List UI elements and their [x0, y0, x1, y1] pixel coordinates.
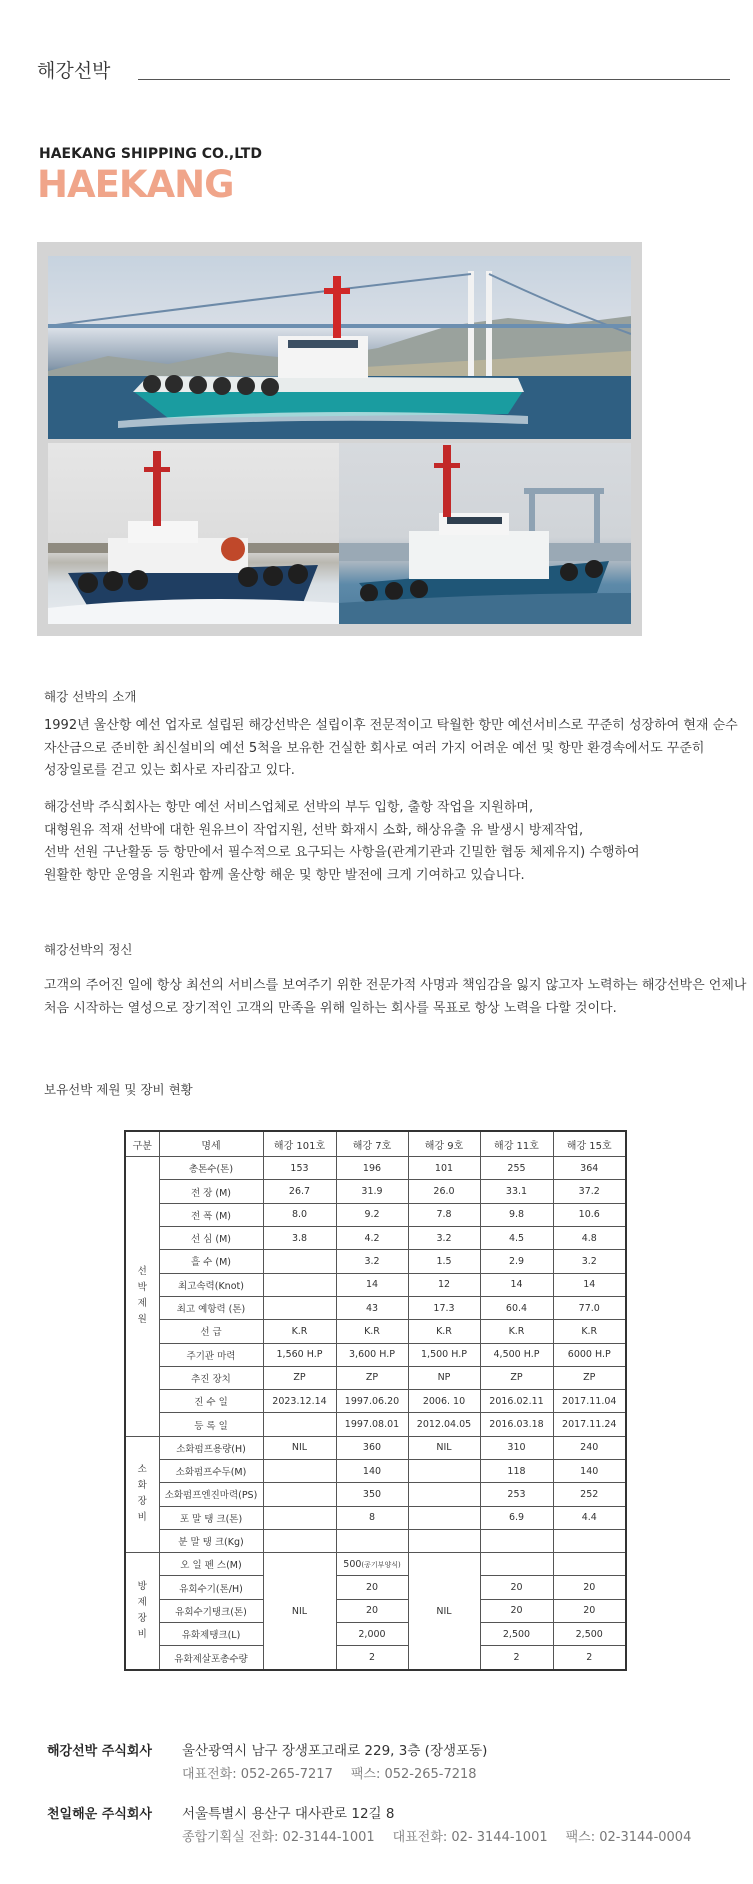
table-row [125, 1203, 626, 1226]
header-cell: 해강 7호 [336, 1131, 408, 1157]
table-cell: 350 [336, 1483, 408, 1506]
header-divider [138, 79, 730, 80]
table-cell [263, 1296, 336, 1319]
table-cell [480, 1553, 553, 1576]
table-cell: 2 [336, 1646, 408, 1670]
company-name-en: HAEKANG SHIPPING CO.,LTD [39, 146, 262, 162]
table-cell: 9.8 [480, 1203, 553, 1226]
table-row [125, 1646, 626, 1670]
table-cell [263, 1250, 336, 1273]
footer-company-2-tel: 대표전화: 02- 3144-1001 [392, 1830, 548, 1845]
table-cell: 2016.02.11 [480, 1390, 553, 1413]
table-row [125, 1296, 626, 1319]
table-cell: 추진 장치 [159, 1366, 263, 1389]
table-row [125, 1390, 626, 1413]
table-cell: 2,500 [553, 1623, 626, 1646]
table-cell: NIL [263, 1436, 336, 1459]
spirit-line: 처음 시작하는 열성으로 장기적인 고객의 만족을 위해 일하는 회사를 목표로 항상 노력을 다할 것이다. [44, 1000, 617, 1016]
table-cell: 4.2 [336, 1227, 408, 1250]
table-cell: 2006. 10 [408, 1390, 480, 1413]
table-cell: 3.2 [553, 1250, 626, 1273]
table-row [125, 1623, 626, 1646]
table-cell: K.R [408, 1320, 480, 1343]
table-cell: 33.1 [480, 1180, 553, 1203]
table-cell: 101 [408, 1157, 480, 1180]
table-cell [553, 1529, 626, 1552]
table-cell: NIL [408, 1553, 480, 1670]
table-cell: 2.9 [480, 1250, 553, 1273]
intro-p2-line: 원활한 항만 운영을 지원과 함께 울산항 해운 및 항만 발전에 크게 기여하고 있습니다. [44, 867, 525, 883]
table-cell: 20 [336, 1576, 408, 1599]
table-cell: 1997.08.01 [336, 1413, 408, 1436]
table-row [125, 1227, 626, 1250]
table-cell: ZP [263, 1366, 336, 1389]
table-cell: 20 [480, 1576, 553, 1599]
table-cell: 2012.04.05 [408, 1413, 480, 1436]
table-cell: 26.0 [408, 1180, 480, 1203]
table-cell: 14 [336, 1273, 408, 1296]
table-row [125, 1343, 626, 1366]
table-cell: 2017.11.04 [553, 1390, 626, 1413]
tugboat-photo-right-image [339, 443, 631, 624]
table-cell: 8 [336, 1506, 408, 1529]
table-cell: 4.5 [480, 1227, 553, 1250]
table-cell: 12 [408, 1273, 480, 1296]
table-row [125, 1459, 626, 1482]
table-cell: 196 [336, 1157, 408, 1180]
table-row [125, 1273, 626, 1296]
footer-company-2-contact [182, 1826, 709, 1845]
table-cell: 선 심 (M) [159, 1227, 263, 1250]
table-row [125, 1599, 626, 1622]
table-cell: 364 [553, 1157, 626, 1180]
table-cell [263, 1529, 336, 1552]
table-cell [408, 1483, 480, 1506]
table-cell: 4,500 H.P [480, 1343, 553, 1366]
table-cell: 8.0 [263, 1203, 336, 1226]
intro-paragraph-1 [44, 715, 738, 783]
footer-company-2-name: 천일해운 주식회사 [47, 1807, 152, 1822]
table-row [125, 1157, 626, 1180]
intro-paragraph-2 [44, 797, 704, 887]
table-row [125, 1436, 626, 1459]
table-cell-value: 500 [343, 1558, 362, 1570]
tugboat-photo-right [339, 443, 631, 624]
table-cell: 1997.06.20 [336, 1390, 408, 1413]
footer-company-1-tel: 대표전화: 052-265-7217 [182, 1767, 333, 1782]
table-cell: 1,500 H.P [408, 1343, 480, 1366]
table-cell: 14 [480, 1273, 553, 1296]
table-cell [263, 1413, 336, 1436]
table-cell: K.R [480, 1320, 553, 1343]
table-cell [336, 1553, 408, 1576]
footer-company-2-fax: 팩스: 02-3144-0004 [565, 1830, 692, 1845]
table-cell: 140 [553, 1459, 626, 1482]
table-cell: 분 말 탱 크(Kg) [159, 1529, 263, 1552]
intro-p1-line: 자산금으로 준비한 최신설비의 예선 5척을 보유한 건실한 회사로 여러 가지 어려운 예선 및 항만 환경속에서도 꾸준히 [44, 740, 705, 756]
table-cell: 주기관 마력 [159, 1343, 263, 1366]
footer-company-2-address: 서울특별시 용산구 대사관로 12길 8 [182, 1806, 395, 1822]
table-cell: 흘 수 (M) [159, 1250, 263, 1273]
table-cell: K.R [263, 1320, 336, 1343]
table-row [125, 1576, 626, 1599]
table-cell: 60.4 [480, 1296, 553, 1319]
table-cell: 9.2 [336, 1203, 408, 1226]
table-cell: 20 [480, 1599, 553, 1622]
table-cell [263, 1459, 336, 1482]
table-cell: 최고속력(Knot) [159, 1273, 263, 1296]
tugboat-photo-bridge [48, 256, 631, 439]
table-cell: 10.6 [553, 1203, 626, 1226]
table-cell: 6.9 [480, 1506, 553, 1529]
header-cell: 구분 [125, 1131, 159, 1157]
spirit-paragraph [44, 975, 747, 1020]
group-label: 소화장비 [137, 1464, 147, 1524]
table-row [125, 1506, 626, 1529]
intro-p1-line: 1992년 울산항 예선 업자로 설립된 해강선박은 설립이후 전문적이고 탁월한 항만 예선서비스로 꾸준히 성장하여 현재 순수 [44, 718, 738, 733]
table-cell: 360 [336, 1436, 408, 1459]
table-cell: 2016.03.18 [480, 1413, 553, 1436]
table-cell: 전 장 (M) [159, 1180, 263, 1203]
table-cell: 유회수기(톤/H) [159, 1576, 263, 1599]
table-cell: ZP [553, 1366, 626, 1389]
table-cell: 43 [336, 1296, 408, 1319]
table-cell: K.R [553, 1320, 626, 1343]
table-cell: 진 수 일 [159, 1390, 263, 1413]
table-cell: 3.8 [263, 1227, 336, 1250]
group-cell-ship [125, 1157, 159, 1437]
table-cell: 255 [480, 1157, 553, 1180]
table-cell: 유화제살포총수량 [159, 1646, 263, 1670]
table-cell: K.R [336, 1320, 408, 1343]
table-cell: 26.7 [263, 1180, 336, 1203]
table-cell: 153 [263, 1157, 336, 1180]
group-cell-spill [125, 1553, 159, 1670]
intro-heading: 해강 선박의 소개 [44, 689, 137, 704]
table-row [125, 1180, 626, 1203]
spirit-heading: 해강선박의 정신 [44, 942, 133, 957]
footer-company-2-plan: 종합기획실 전화: 02-3144-1001 [182, 1830, 375, 1845]
table-cell: 1,560 H.P [263, 1343, 336, 1366]
table-cell: 17.3 [408, 1296, 480, 1319]
table-cell: 2,000 [336, 1623, 408, 1646]
header-cell: 해강 9호 [408, 1131, 480, 1157]
table-cell: 총톤수(톤) [159, 1157, 263, 1180]
spirit-line: 고객의 주어진 일에 항상 최선의 서비스를 보여주기 위한 전문가적 사명과 책임감을 잃지 않고자 노력하는 해강선박은 언제나 [44, 978, 747, 993]
intro-p1-line: 성장일로를 걷고 있는 회사로 자리잡고 있다. [44, 763, 295, 778]
table-row [125, 1366, 626, 1389]
table-cell: 37.2 [553, 1180, 626, 1203]
table-cell-note: (공기부양식) [361, 1560, 401, 1569]
specs-heading: 보유선박 제원 및 장비 현황 [44, 1082, 193, 1097]
table-cell: 2,500 [480, 1623, 553, 1646]
table-cell: 등 록 일 [159, 1413, 263, 1436]
table-cell: 전 폭 (M) [159, 1203, 263, 1226]
specs-table [124, 1130, 627, 1671]
page-title: 해강선박 [37, 60, 111, 82]
table-cell: NIL [408, 1436, 480, 1459]
table-cell: 유화제탱크(L) [159, 1623, 263, 1646]
table-cell [553, 1553, 626, 1576]
table-cell: 7.8 [408, 1203, 480, 1226]
table-cell: 240 [553, 1436, 626, 1459]
table-cell: 14 [553, 1273, 626, 1296]
table-cell: 소화펌프엔진마력(PS) [159, 1483, 263, 1506]
table-cell: NIL [263, 1553, 336, 1670]
table-cell: 20 [553, 1576, 626, 1599]
table-cell [263, 1506, 336, 1529]
intro-p2-line: 선박 선원 구난활동 등 항만에서 필수적으로 요구되는 사항을(관계기관과 긴밀한 협동 체제유지) 수행하여 [44, 845, 640, 860]
table-cell: 소화펌프용량(H) [159, 1436, 263, 1459]
header-cell: 해강 11호 [480, 1131, 553, 1157]
tugboat-photo-left-image [48, 443, 339, 624]
table-cell [263, 1483, 336, 1506]
table-row [125, 1250, 626, 1273]
table-cell: 소화펌프수두(M) [159, 1459, 263, 1482]
table-cell: 포 말 탱 크(톤) [159, 1506, 263, 1529]
table-row [125, 1320, 626, 1343]
table-row [125, 1483, 626, 1506]
table-cell [480, 1529, 553, 1552]
table-cell: 140 [336, 1459, 408, 1482]
group-label: 선박제원 [137, 1266, 147, 1326]
table-row [125, 1553, 626, 1576]
table-cell: 2023.12.14 [263, 1390, 336, 1413]
table-cell [408, 1459, 480, 1482]
table-row [125, 1413, 626, 1436]
table-cell: 118 [480, 1459, 553, 1482]
table-cell: ZP [336, 1366, 408, 1389]
tugboat-photo-left [48, 443, 339, 624]
table-cell: 3.2 [408, 1227, 480, 1250]
header-cell: 해강 101호 [263, 1131, 336, 1157]
table-cell: 유회수기탱크(톤) [159, 1599, 263, 1622]
table-cell: 6000 H.P [553, 1343, 626, 1366]
footer-company-1-address: 울산광역시 남구 장생포고래로 229, 3층 (장생포동) [182, 1743, 488, 1759]
table-cell [408, 1506, 480, 1529]
table-cell: 3.2 [336, 1250, 408, 1273]
table-header-row [125, 1131, 626, 1157]
table-cell [336, 1529, 408, 1552]
footer-company-1-contact [182, 1763, 495, 1782]
table-cell: 4.4 [553, 1506, 626, 1529]
header-cell: 명세 [159, 1131, 263, 1157]
header-cell: 해강 15호 [553, 1131, 626, 1157]
group-label: 방제장비 [137, 1581, 147, 1641]
table-cell: 253 [480, 1483, 553, 1506]
table-cell: 2 [553, 1646, 626, 1670]
table-cell: 최고 예항력 (톤) [159, 1296, 263, 1319]
table-cell: 2017.11.24 [553, 1413, 626, 1436]
table-cell: 31.9 [336, 1180, 408, 1203]
table-cell: 310 [480, 1436, 553, 1459]
intro-p2-line: 해강선박 주식회사는 항만 예선 서비스업체로 선박의 부두 입항, 출항 작업을 지원하며, [44, 800, 534, 815]
table-cell: 1.5 [408, 1250, 480, 1273]
footer-company-1-name: 해강선박 주식회사 [47, 1744, 152, 1759]
company-brand: HAEKANG [37, 163, 234, 206]
table-cell: 20 [336, 1599, 408, 1622]
intro-p2-line: 대형원유 적재 선박에 대한 원유브이 작업지원, 선박 화재시 소화, 해상유출 유 발생시 방제작업, [44, 822, 584, 838]
table-cell: 선 급 [159, 1320, 263, 1343]
tugboat-photo-bridge-image [48, 256, 631, 439]
footer-company-1-fax: 팩스: 052-265-7218 [350, 1767, 477, 1782]
table-cell: 20 [553, 1599, 626, 1622]
table-cell: 77.0 [553, 1296, 626, 1319]
table-cell: 252 [553, 1483, 626, 1506]
table-cell [408, 1529, 480, 1552]
table-cell: NP [408, 1366, 480, 1389]
specs-table-wrap [124, 1130, 625, 1671]
table-cell: 2 [480, 1646, 553, 1670]
table-cell [263, 1273, 336, 1296]
table-cell: 4.8 [553, 1227, 626, 1250]
table-cell: ZP [480, 1366, 553, 1389]
group-cell-fire [125, 1436, 159, 1552]
table-row [125, 1529, 626, 1552]
table-cell: 3,600 H.P [336, 1343, 408, 1366]
table-cell: 오 일 펜 스(M) [159, 1553, 263, 1576]
